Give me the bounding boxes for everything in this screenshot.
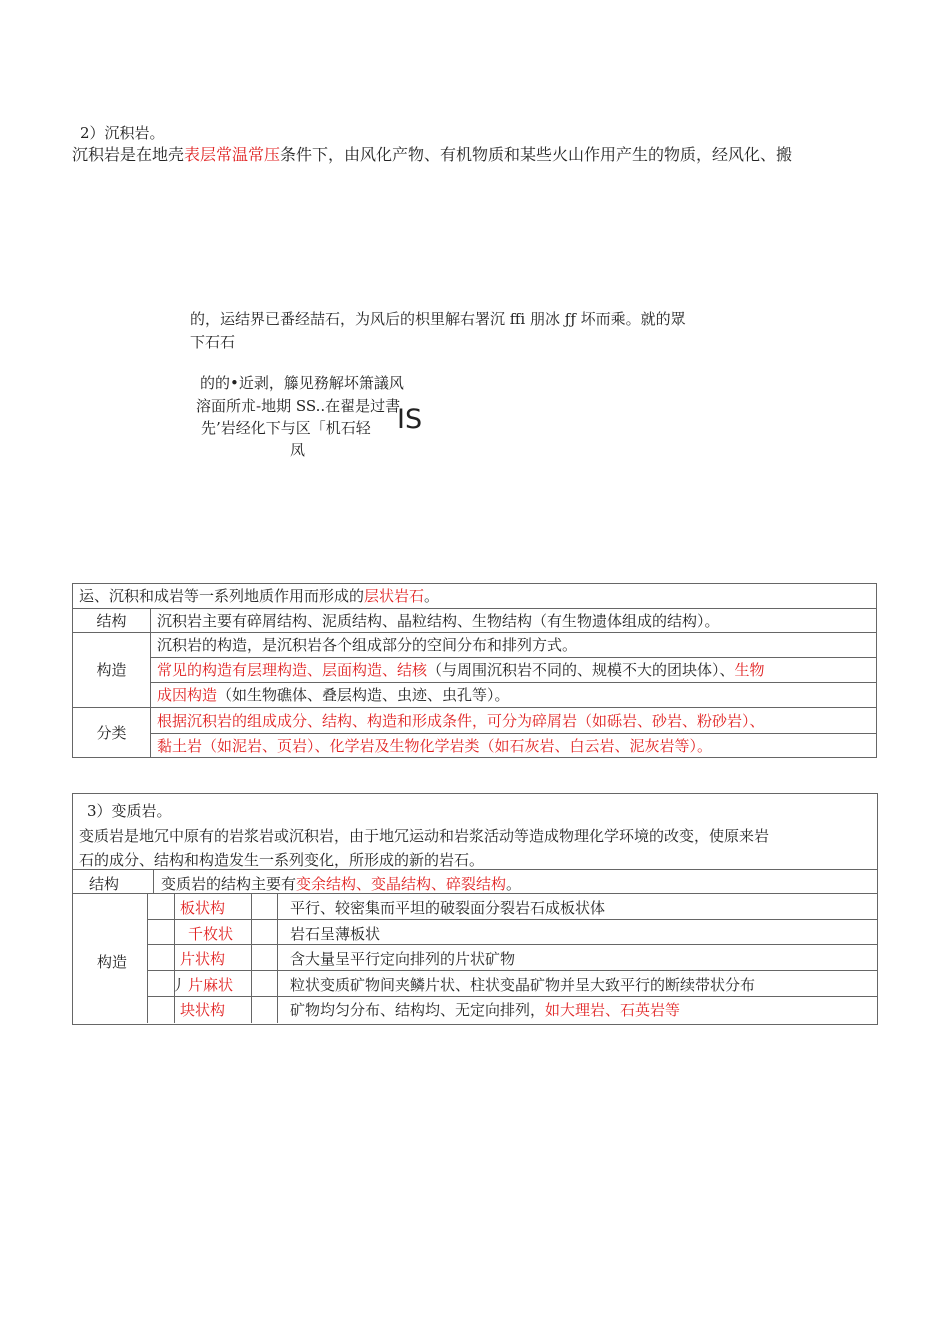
- construct-red-text: 常见的构造有层理构造、层面构造、结核: [157, 661, 428, 679]
- garbled-big-text: IS: [397, 404, 423, 435]
- divider: [72, 869, 877, 870]
- structure-text: 沉积岩主要有碎屑结构、泥质结构、晶粒结构、生物结构（有生物遗体组成的结构）。: [151, 609, 877, 633]
- definition-text: 运、沉积和成岩等一系列地质作用而形成的: [79, 587, 365, 605]
- table-row: [73, 609, 877, 633]
- definition-end: 。: [424, 587, 440, 605]
- classification-line-2: 黏土岩（如泥岩、页岩）、化学岩及生物化学岩类（如石灰岩、白云岩、泥灰岩等）。: [151, 734, 877, 758]
- massive-desc-red: 如大理岩、石英岩等: [545, 1001, 681, 1019]
- construct-desc-phyllitic: 岩石呈薄板状: [290, 925, 381, 943]
- construct-line-2: [151, 658, 877, 683]
- structure-pre: 变质岩的结构主要有: [161, 875, 297, 893]
- garbled-line-2: 下石石: [190, 333, 236, 351]
- table-row: [73, 708, 877, 734]
- construct-desc-schistose: 含大量呈平行定向排列的片状矿物: [290, 950, 516, 968]
- metamorphic-intro-line-2: 石的成分、结构和构造发生一系列变化，所形成的新的岩石。: [79, 851, 485, 869]
- row-label-structure: 结构: [73, 609, 151, 633]
- construct-name-schistose: 片状构: [180, 950, 226, 967]
- divider: [147, 893, 148, 1023]
- divider: [174, 893, 175, 1023]
- table-row: [73, 734, 877, 758]
- divider: [277, 893, 278, 1023]
- table-row: [73, 683, 877, 708]
- structure-red: 变余结构、变晶结构、碎裂结构: [296, 875, 507, 893]
- construct-name-massive: 块状构: [180, 1001, 226, 1019]
- intro-text-pre: 沉积岩是在地壳: [72, 145, 185, 164]
- construct-desc-massive: [290, 999, 680, 1020]
- row-label-classification: 分类: [73, 708, 151, 758]
- table-row: [73, 633, 877, 658]
- divider: [251, 893, 252, 1023]
- construct-red-text-2: 生物: [734, 661, 765, 679]
- garbled-line-6: 凤: [290, 441, 306, 459]
- intro-text-red: 表层常温常压: [184, 145, 281, 164]
- intro-text-post: 条件下，由风化产物、有机物质和某些火山作用产生的物质，经风化、搬: [280, 145, 793, 164]
- garbled-line-5: 先’岩经化下与区「机石轻: [201, 419, 371, 437]
- sedimentary-definition-cell: [73, 584, 877, 609]
- construct-name-phyllitic: 千枚状: [188, 925, 234, 942]
- structure-end: 。: [506, 875, 522, 893]
- divider: [153, 869, 154, 893]
- garbled-line-1: 的，运结界已番经喆石，为风后的枳里解右署沉 ffi 朋冰 ƒƒ 坏而乘。就的眾: [190, 310, 686, 328]
- construct-name-slaty: 板状构: [180, 899, 226, 916]
- construct-red-text-3: 成因构造: [157, 686, 218, 704]
- classification-line-1: 根据沉积岩的组成成分、结构、构造和形成条件，可分为碎屑岩（如砾岩、砂岩、粉砂岩）、: [151, 708, 877, 734]
- section-heading-metamorphic: 3）变质岩。: [87, 802, 172, 820]
- section-heading-sedimentary: 2）沉积岩。: [80, 124, 165, 142]
- definition-red-text: 层状岩石: [364, 587, 425, 605]
- construct-prefix-mark: 丿: [171, 976, 187, 994]
- divider: [147, 919, 877, 920]
- table-row: [73, 584, 877, 609]
- divider: [147, 944, 877, 945]
- construct-desc-slaty: 平行、较密集而平坦的破裂面分裂岩石成板状体: [290, 899, 606, 917]
- sedimentary-intro: [72, 142, 792, 165]
- garbled-line-3: 的的•近剥，籐见務解坏箫議风: [200, 374, 404, 392]
- row-label-construct: 构造: [73, 633, 151, 708]
- construct-black-text-3: （如生物礁体、叠层构造、虫迹、虫孔等）。: [217, 686, 510, 704]
- construct-black-text: （与周围沉积岩不同的、规模不大的团块体）、: [427, 661, 735, 679]
- row-label-structure-meta: 结构: [89, 875, 120, 893]
- metamorphic-intro-line-1: 变质岩是地冗中原有的岩浆岩或沉积岩，由于地冗运动和岩浆活动等造成物理化学环境的改变，使原来岩: [79, 827, 770, 845]
- metamorphic-structure-text: [161, 873, 521, 894]
- row-label-construct-meta: 构造: [97, 953, 128, 971]
- divider: [72, 893, 877, 894]
- construct-line-1: 沉积岩的构造，是沉积岩各个组成部分的空间分布和排列方式。: [151, 633, 877, 658]
- massive-desc-black: 矿物均匀分布、结构均、无定向排列，: [290, 1001, 546, 1019]
- construct-name-gneissic: 片麻状: [188, 976, 234, 993]
- sedimentary-table: [72, 583, 877, 758]
- garbled-line-4: 溶面所朮-地期 SS..在翟是过書: [196, 397, 401, 415]
- divider: [147, 996, 877, 997]
- construct-desc-gneissic: 粒状变质矿物间夹鳞片状、柱状变晶矿物并呈大致平行的断续带状分布: [290, 976, 756, 994]
- divider: [147, 970, 877, 971]
- construct-line-3: [151, 683, 877, 708]
- table-row: [73, 658, 877, 683]
